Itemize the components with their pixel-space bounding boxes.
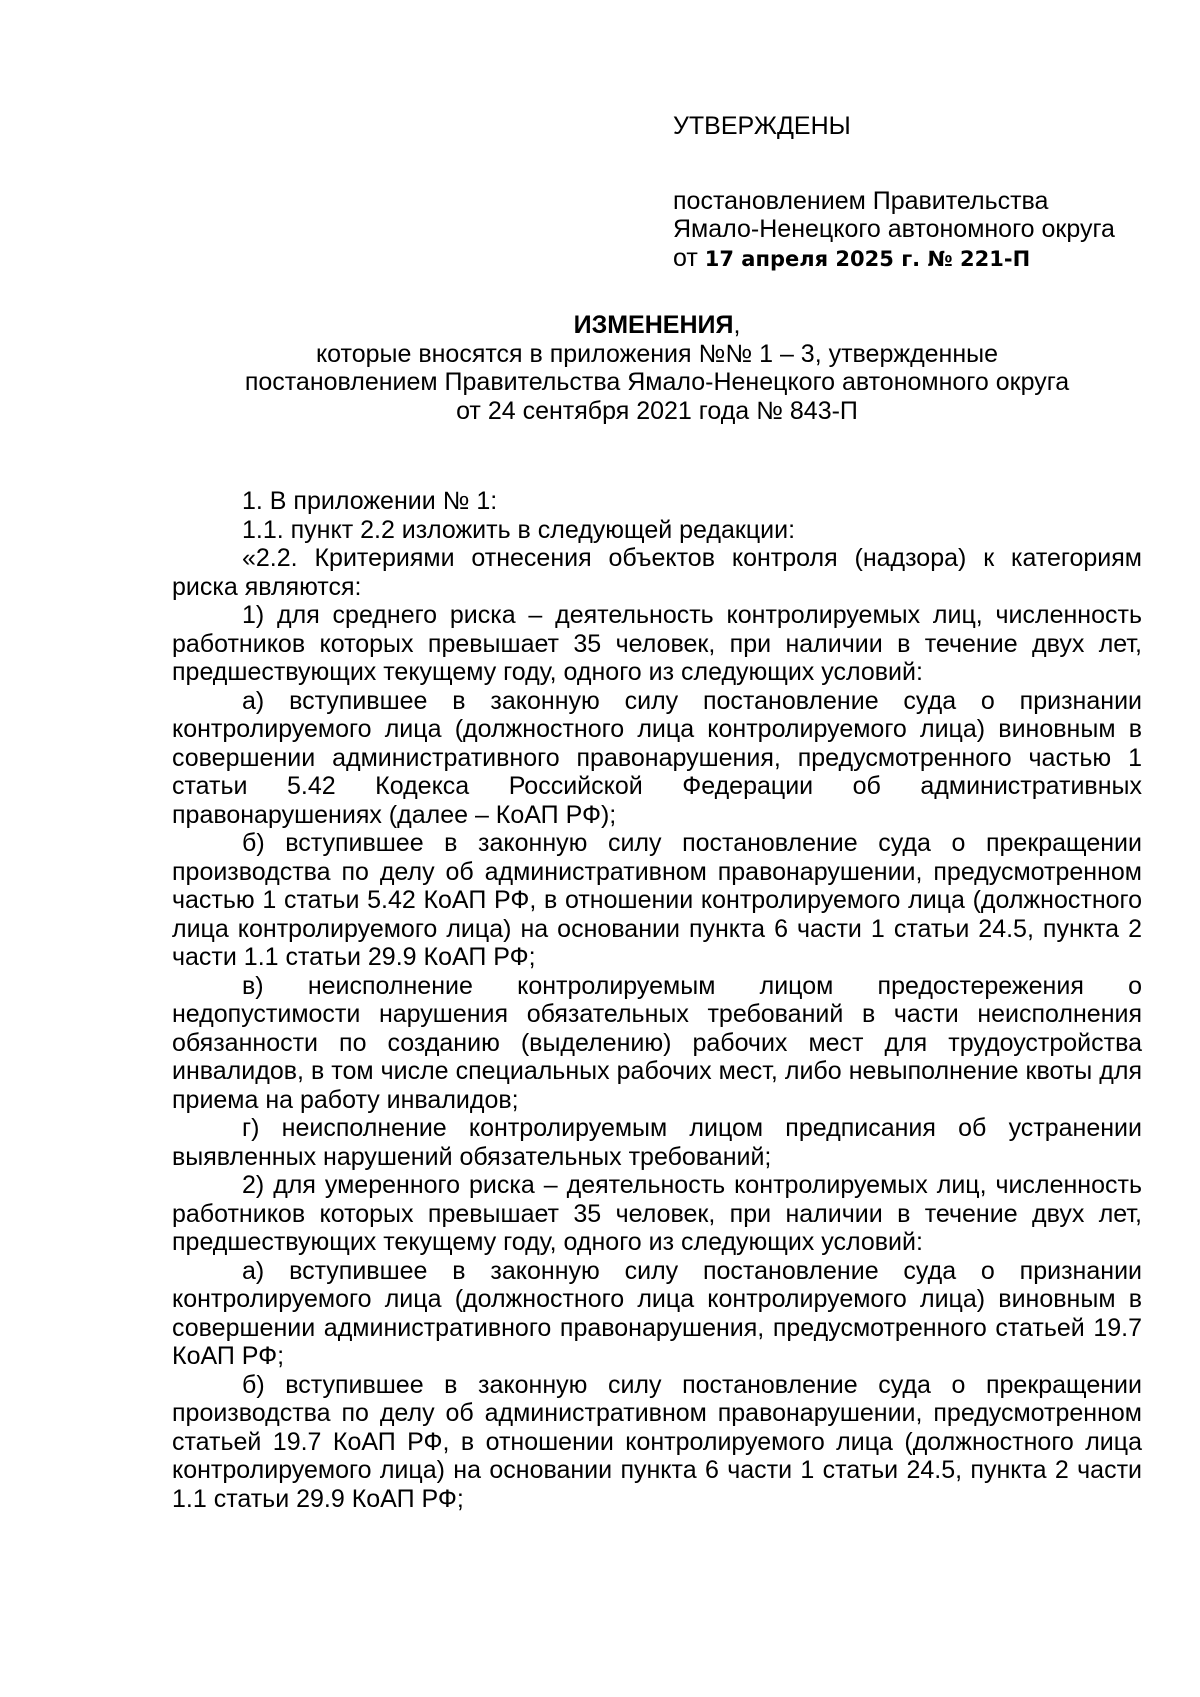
paragraph: 1. В приложении № 1: [242, 487, 498, 515]
heading-line-1: которые вносятся в приложения №№ 1 – 3, утвержденные [315, 339, 999, 368]
paragraph: б) вступившее в законную силу постановление суда о прекращении производства по делу об административном правонарушении, предусмотренном частью 1 статьи 5.42 КоАП РФ, в отношении контролируемого лица (должностного лица контролируемого лица) на основании пункта 6 части 1 статьи 24.5, пункта 2 части 1.1 статьи 29.9 КоАП РФ; [172, 829, 1142, 971]
approval-date-prefix: от [673, 243, 698, 272]
paragraph: 1.1. пункт 2.2 изложить в следующей редакции: [242, 515, 796, 544]
heading-title: ИЗМЕНЕНИЯ [573, 311, 734, 339]
approval-title: УТВЕРЖДЕНЫ [673, 112, 851, 140]
paragraph: а) вступившее в законную силу постановление суда о признании контролируемого лица (должностного лица контролируемого лица) виновным в совершении административного правонарушения, предусмотренного частью 1 статьи 5.42 Кодекса Российской Федерации об административных правонарушениях (далее – КоАП РФ); [172, 686, 1142, 829]
paragraph: б) вступившее в законную силу постановление суда о прекращении производства по делу об административном правонарушении, предусмотренном статьей 19.7 КоАП РФ, в отношении контролируемого лица (должностного лица контролируемого лица) на основании пункта 6 части 1 статьи 24.5, пункта 2 части 1.1 статьи 29.9 КоАП РФ; [172, 1370, 1142, 1513]
approval-date-line [673, 244, 1143, 274]
paragraph: 1) для среднего риска – деятельность контролируемых лиц, численность работников которых превышает 35 человек, при наличии в течение двух лет, предшествующих текущему году, одного из следующих условий: [172, 601, 1142, 686]
paragraph: г) неисполнение контролируемым лицом предписания об устранении выявленных нарушений обязательных требований; [172, 1114, 1142, 1171]
paragraph: а) вступившее в законную силу постановление суда о признании контролируемого лица (должностного лица контролируемого лица) виновным в совершении административного правонарушения, предусмотренного статьей 19.7 КоАП РФ; [172, 1256, 1142, 1370]
approval-date-value: 17 апреля 2025 г. № 221-П [704, 246, 1031, 271]
approval-line-2: Ямало-Ненецкого автономного округа [673, 215, 1115, 243]
heading-title-comma: , [733, 311, 741, 339]
heading-title-line [172, 311, 1142, 340]
paragraph: 2) для умеренного риска – деятельность контролируемых лиц, численность работников которых превышает 35 человек, при наличии в течение двух лет, предшествующих текущему году, одного из следующих условий: [172, 1171, 1142, 1256]
document-heading [172, 311, 1142, 425]
approval-line-1: постановлением Правительства [673, 186, 1049, 215]
document-body [172, 487, 1142, 1513]
paragraph: «2.2. Критериями отнесения объектов контроля (надзора) к категориям риска являются: [172, 544, 1142, 601]
paragraph: в) неисполнение контролируемым лицом предостережения о недопустимости нарушения обязательных требований в части неисполнения обязанности по созданию (выделению) рабочих мест для трудоустройства инвалидов, в том числе специальных рабочих мест, либо невыполнение квоты для приема на работу инвалидов; [172, 971, 1142, 1114]
approval-block [673, 112, 1143, 273]
heading-line-2: постановлением Правительства Ямало-Ненецкого автономного округа [244, 368, 1070, 396]
heading-line-3: от 24 сентября 2021 года № 843-П [456, 396, 858, 425]
